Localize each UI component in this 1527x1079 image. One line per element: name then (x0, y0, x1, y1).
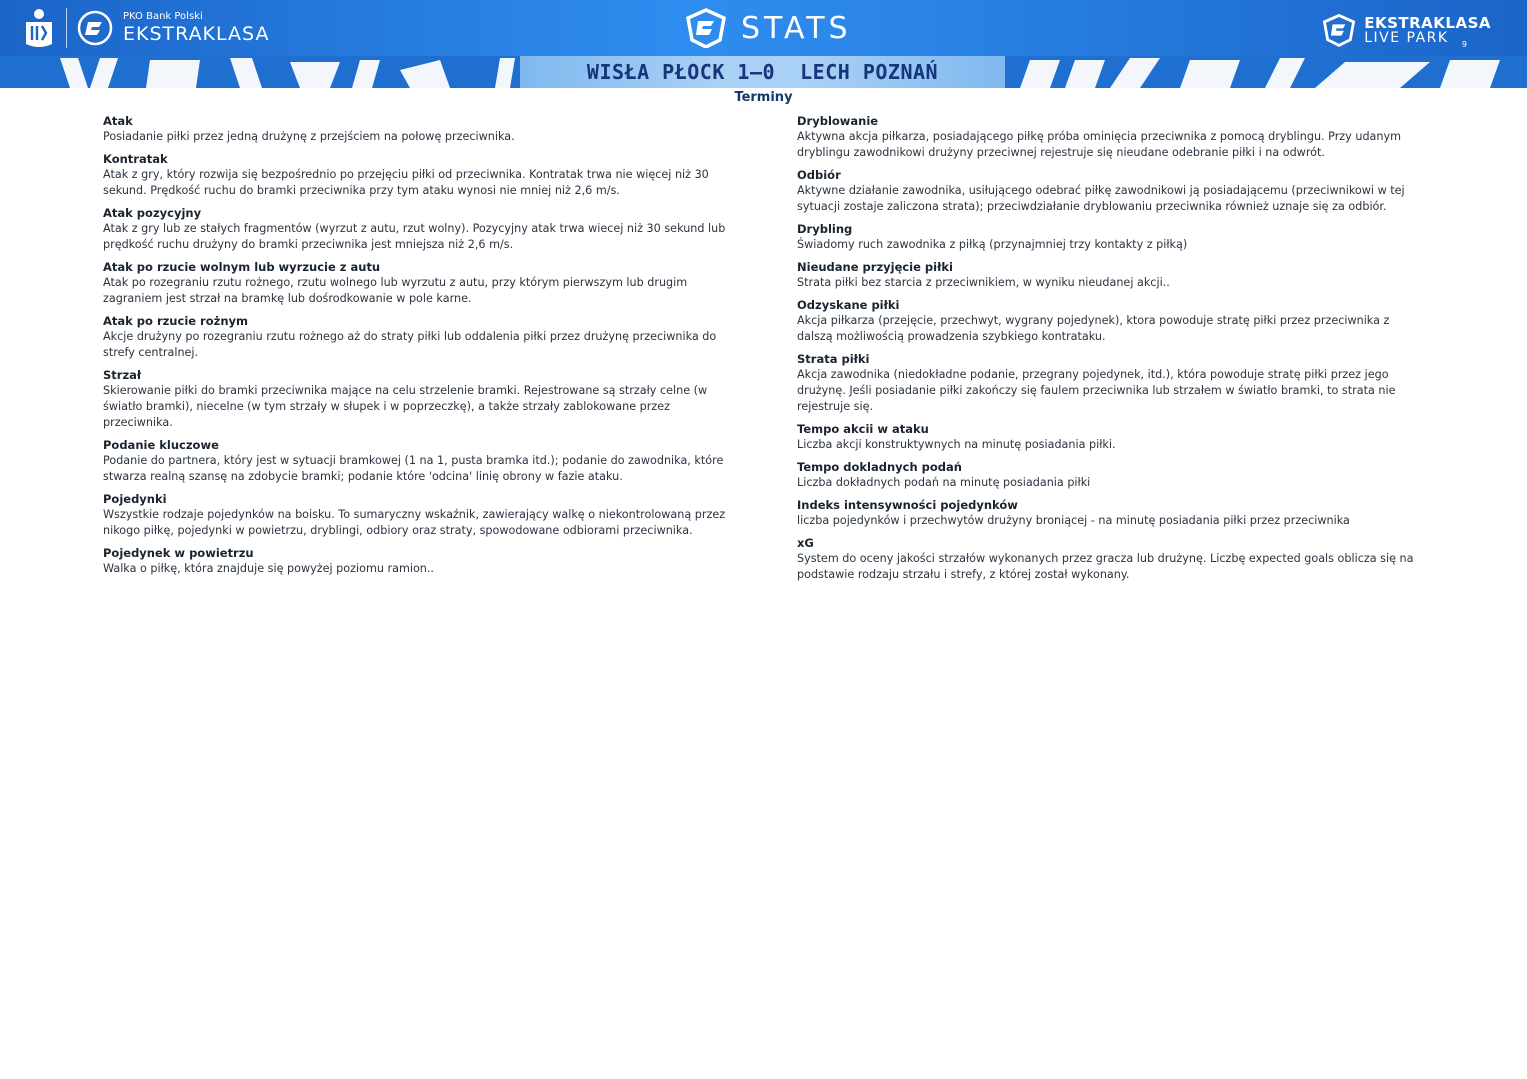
term-description: Atak po rozegraniu rzutu rożnego, rzutu wolnego lub wyrzutu z autu, przy którym pierwszym lub drugim zagraniem jest strzał na bramkę lub dośrodkowanie w pole karne. (103, 276, 688, 305)
term-description: Akcja piłkarza (przejęcie, przechwyt, wygrany pojedynek), ktora powoduje stratę piłki przez przeciwnika z dalszą możliwością prowadzenia szybkiego kontrataku. (797, 314, 1390, 343)
term-name: Atak po rzucie rożnym (103, 314, 248, 328)
ekstraklasa-badge-icon (77, 10, 113, 46)
term-entry (797, 168, 1422, 215)
term-entry (797, 422, 1422, 453)
term-description: Aktywne działanie zawodnika, usiłującego odebrać piłkę zawodnikowi ją posiadającemu (przeciwnikowi w tej sytuacji zostaje zaliczona strata); przeciwdziałanie dryblowaniu przeciwnika również uznaje się za odbiór. (797, 184, 1405, 213)
term-name: Atak pozycyjny (103, 206, 202, 220)
stats-logo (685, 8, 852, 48)
term-entry (797, 498, 1422, 529)
term-name: Odbiór (797, 168, 841, 182)
ekstraklasa-shield-icon (1322, 13, 1356, 47)
term-entry (103, 438, 733, 485)
term-description: Atak z gry lub ze stałych fragmentów (wyrzut z autu, rzut wolny). Pozycyjny atak trwa wiecej niż 30 sekund lub prędkość ruchu drużyny do bramki przeciwnika jest mniejsza niż 2,6 m/s. (103, 222, 726, 251)
term-name: Odzyskane piłki (797, 298, 900, 312)
pko-brand-text: PKO Bank Polski (123, 11, 203, 22)
term-description: System do oceny jakości strzałów wykonanych przez gracza lub drużynę. Liczbę expected goals oblicza się na podstawie rodzaju strzału i strefy, z której został wykonany. (797, 552, 1414, 581)
term-description: Atak z gry, który rozwija się bezpośrednio po przejęciu piłki od przeciwnika. Kontratak trwa nie więcej niż 30 sekund. Prędkość ruchu do bramki przeciwnika przy tym ataku wynosi nie mniej niż 2,6 m/s. (103, 168, 709, 197)
term-entry (797, 222, 1422, 253)
term-name: Atak (103, 114, 133, 128)
term-entry (103, 546, 733, 577)
term-entry (103, 314, 733, 361)
terms-left-column (103, 114, 733, 584)
term-name: Nieudane przyjęcie piłki (797, 260, 953, 274)
term-description: Skierowanie piłki do bramki przeciwnika mające na celu strzelenie bramki. Rejestrowane są strzały celne (w światło bramki), niecelne (w tym strzały w słupek i w poprzeczkę), a także strzały zablokowane przez przeciwnika. (103, 384, 708, 429)
term-description: Podanie do partnera, który jest w sytuacji bramkowej (1 na 1, pusta bramka itd.); podanie do zawodnika, które stwarza realną szansę na zdobycie bramki; podanie które 'odcina' linię obrony w fazie ataku. (103, 454, 724, 483)
live-park-brand-line2: LIVE PARK (1364, 29, 1449, 46)
term-entry (797, 114, 1422, 161)
term-description: Walka o piłkę, która znajduje się powyżej poziomu ramion.. (103, 562, 434, 575)
term-description: Akcja zawodnika (niedokładne podanie, przegrany pojedynek, itd.), która powoduje stratę piłki przez jego drużynę. Jeśli posiadanie piłki zakończy się faulem przeciwnika lub strzałem w światło bramki, to strata nie rejestruje się. (797, 368, 1396, 413)
term-name: Indeks intensywności pojedynków (797, 498, 1018, 512)
term-name: Podanie kluczowe (103, 438, 219, 452)
term-name: Tempo dokladnych podań (797, 460, 962, 474)
term-entry (103, 114, 733, 145)
term-description: Liczba akcji konstruktywnych na minutę posiadania piłki. (797, 438, 1116, 451)
term-entry (797, 352, 1422, 415)
page-number: 9 (1461, 40, 1467, 49)
match-title: WISŁA PŁOCK 1–0 LECH POZNAŃ (586, 60, 939, 84)
term-entry (103, 260, 733, 307)
term-name: Strata piłki (797, 352, 870, 366)
term-name: Pojedynki (103, 492, 167, 506)
term-description: Liczba dokładnych podań na minutę posiadania piłki (797, 476, 1091, 489)
term-entry (797, 460, 1422, 491)
term-description: Strata piłki bez starcia z przeciwnikiem, w wyniku nieudanej akcji.. (797, 276, 1170, 289)
term-description: Posiadanie piłki przez jedną drużynę z przejściem na połowę przeciwnika. (103, 130, 515, 143)
section-title: Terminy (734, 90, 793, 105)
term-entry (103, 368, 733, 431)
pko-ekstraklasa-logo (22, 6, 269, 50)
term-description: Wszystkie rodzaje pojedynków na boisku. To sumaryczny wskaźnik, zawierający walkę o niekontrolowaną przez nikogo piłkę, pojedynki w powietrzu, dryblingi, odbiory oraz straty, spowodowane odbiorami przeciwnika. (103, 508, 726, 537)
league-name: EKSTRAKLASA (123, 23, 270, 45)
term-name: Tempo akcii w ataku (797, 422, 929, 436)
term-entry (103, 206, 733, 253)
term-entry (797, 260, 1422, 291)
term-description: Aktywna akcja piłkarza, posiadającego piłkę próba ominięcia przeciwnika z pomocą dryblingu. Przy udanym dryblingu zawodnikowi drużyny przeciwnej rejestruje się nieudane odebranie piłki i na odwrót. (797, 130, 1402, 159)
term-name: xG (797, 536, 814, 550)
term-name: Strzał (103, 368, 142, 382)
terms-right-column (797, 114, 1422, 590)
term-entry (797, 536, 1422, 583)
pko-logo-icon (22, 6, 56, 50)
term-entry (103, 152, 733, 199)
term-description: liczba pojedynków i przechwytów drużyny broniącej - na minutę posiadania piłki przez przeciwnika (797, 514, 1350, 527)
term-description: Świadomy ruch zawodnika z piłką (przynajmniej trzy kontakty z piłką) (797, 238, 1188, 251)
term-name: Drybling (797, 222, 853, 236)
term-name: Dryblowanie (797, 114, 879, 128)
term-entry (797, 298, 1422, 345)
term-name: Pojedynek w powietrzu (103, 546, 254, 560)
live-park-brand-line1: EKSTRAKLASA (1364, 13, 1491, 32)
term-name: Kontratak (103, 152, 168, 166)
ekstraklasa-shield-icon (685, 8, 727, 48)
term-entry (103, 492, 733, 539)
term-description: Akcje drużyny po rozegraniu rzutu rożnego aż do straty piłki lub oddalenia piłki przez drużynę przeciwnika do strefy centralnej. (103, 330, 717, 359)
stats-label: STATS (741, 10, 852, 46)
page-header (0, 0, 1527, 88)
logo-divider (66, 8, 67, 48)
term-name: Atak po rzucie wolnym lub wyrzucie z autu (103, 260, 381, 274)
